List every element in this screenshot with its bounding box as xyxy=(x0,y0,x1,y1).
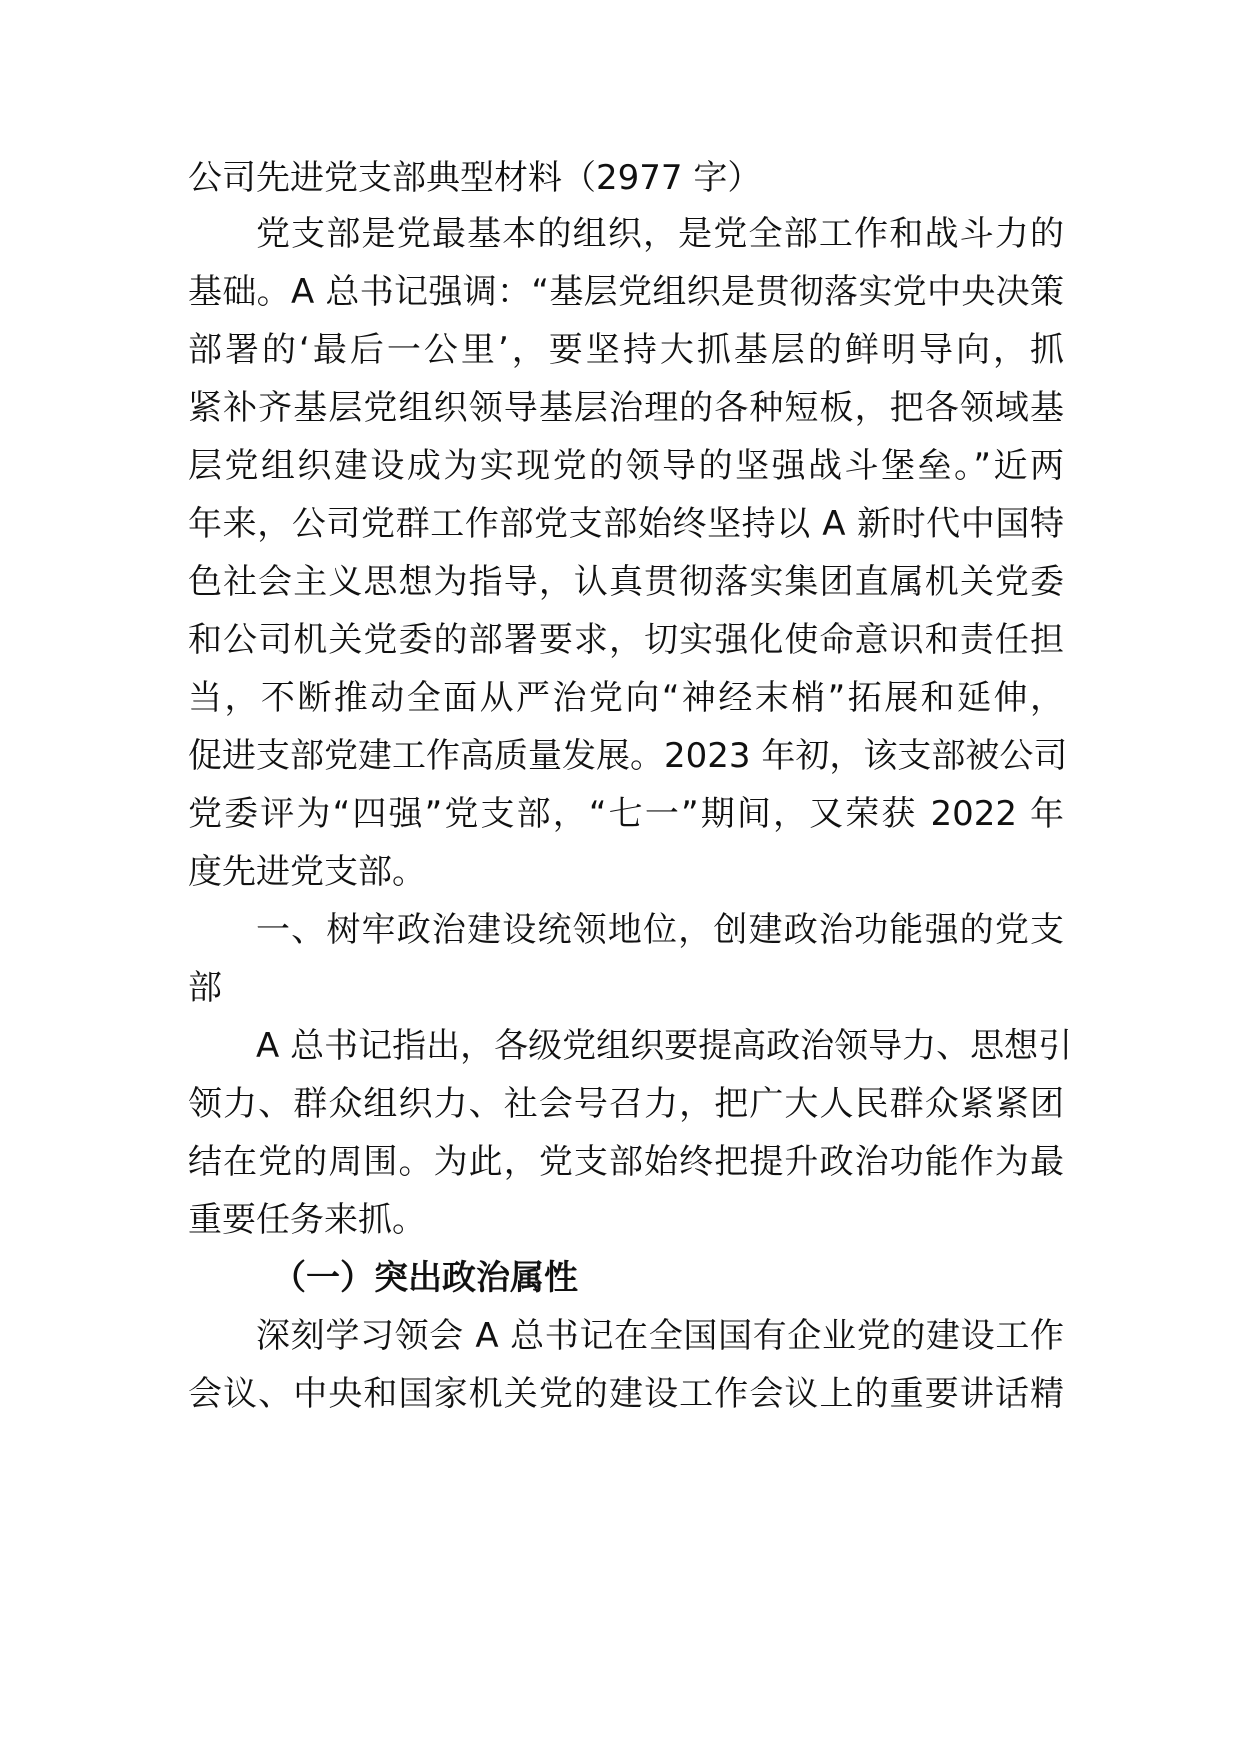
paragraph-line: 党委评为“四强”党支部，“七一”期间，又荣获 2022 年 xyxy=(188,794,1064,834)
paragraph-line: 结在党的周围。为此，党支部始终把提升政治功能作为最 xyxy=(188,1142,1064,1182)
paragraph-line: 当，不断推动全面从严治党向“神经末梢”拓展和延伸， xyxy=(188,678,1064,718)
subsection-heading: （一）突出政治属性 xyxy=(272,1258,578,1298)
section-heading-line: 部 xyxy=(188,968,222,1008)
paragraph-line: 紧补齐基层党组织领导基层治理的各种短板，把各领域基 xyxy=(188,388,1064,428)
paragraph-line: 部署的‘最后一公里’，要坚持大抓基层的鲜明导向，抓 xyxy=(188,330,1064,370)
paragraph-line: 基础。A 总书记强调：“基层党组织是贯彻落实党中央决策 xyxy=(188,272,1064,312)
section-heading-line: 一、树牢政治建设统领地位，创建政治功能强的党支 xyxy=(256,910,1064,950)
paragraph-line: 领力、群众组织力、社会号召力，把广大人民群众紧紧团 xyxy=(188,1084,1064,1124)
paragraph-line: 度先进党支部。 xyxy=(188,852,426,892)
paragraph-line: 促进支部党建工作高质量发展。2023 年初，该支部被公司 xyxy=(188,736,1068,776)
paragraph-line: A 总书记指出，各级党组织要提高政治领导力、思想引 xyxy=(256,1026,1073,1066)
paragraph-line: 层党组织建设成为实现党的领导的坚强战斗堡垒。”近两 xyxy=(188,446,1064,486)
paragraph-line: 重要任务来抓。 xyxy=(188,1200,426,1240)
paragraph-line: 年来，公司党群工作部党支部始终坚持以 A 新时代中国特 xyxy=(188,504,1064,544)
paragraph-line: 会议、中央和国家机关党的建设工作会议上的重要讲话精 xyxy=(188,1374,1064,1414)
document-title: 公司先进党支部典型材料（2977 字） xyxy=(188,158,762,198)
paragraph-line: 深刻学习领会 A 总书记在全国国有企业党的建设工作 xyxy=(256,1316,1064,1356)
paragraph-line: 党支部是党最基本的组织，是党全部工作和战斗力的 xyxy=(256,214,1064,254)
paragraph-line: 和公司机关党委的部署要求，切实强化使命意识和责任担 xyxy=(188,620,1064,660)
paragraph-line: 色社会主义思想为指导，认真贯彻落实集团直属机关党委 xyxy=(188,562,1064,602)
